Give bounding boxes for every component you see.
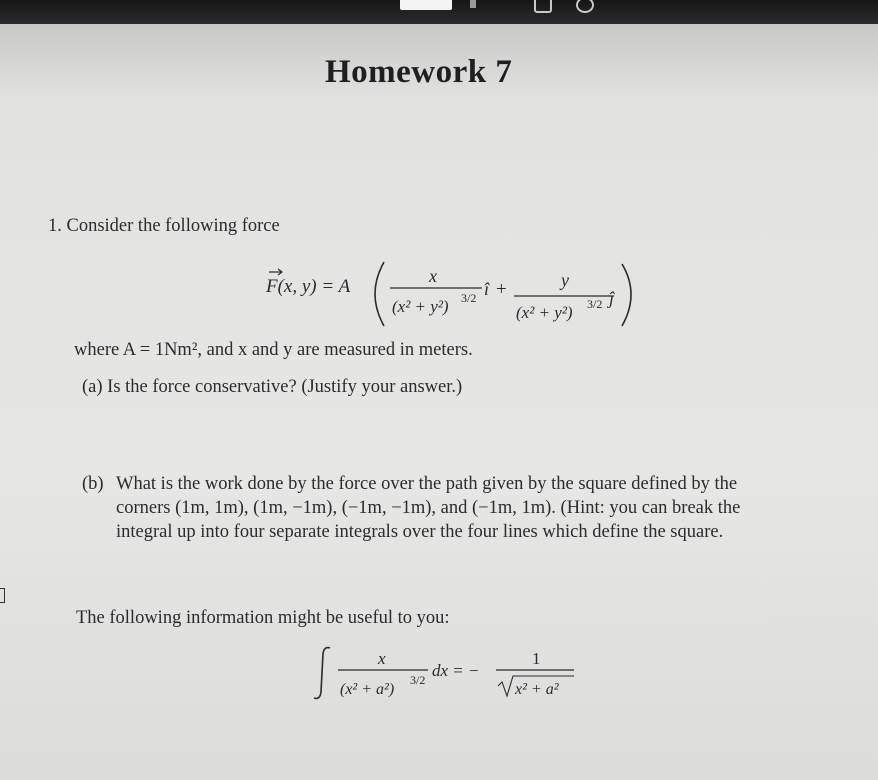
edge-bracket: [0, 588, 5, 603]
part-b: [82, 472, 822, 544]
problem-intro: [48, 216, 280, 237]
tab-marker: [470, 0, 476, 8]
integral-numerator: x: [378, 649, 386, 668]
circle-icon: [576, 0, 594, 13]
unit-i: î: [484, 279, 490, 299]
frac2-numerator: y: [561, 270, 569, 290]
integral-exponent: 3/2: [410, 673, 426, 687]
frac2-denominator: (x² + y²): [516, 303, 573, 322]
part-b-label: (b): [82, 474, 104, 494]
page-title: Homework 7: [325, 54, 513, 90]
force-equation: [264, 252, 644, 336]
integral-denominator: (x² + a²): [340, 681, 395, 698]
left-paren: [375, 262, 384, 326]
unit-j: ĵ: [609, 288, 615, 308]
frac1-numerator: x: [429, 266, 437, 286]
top-bar: [0, 0, 878, 24]
plus-sign: +: [496, 279, 507, 300]
window-icon: [534, 0, 552, 13]
integral-formula: [310, 640, 600, 706]
problem-intro-text: Consider the following force: [66, 216, 280, 236]
part-b-line-2: corners (1m, 1m), (1m, −1m), (−1m, −1m), and (−1m, 1m). (Hint: you can break the: [116, 498, 741, 518]
part-a-label: (a): [82, 377, 103, 397]
right-paren: [622, 264, 631, 326]
frac1-exponent: 3/2: [461, 291, 477, 305]
force-lhs: F(x, y) = A: [266, 276, 351, 297]
part-b-line-1: What is the work done by the force over the path given by the square defined by the: [116, 474, 738, 494]
frac2-exponent: 3/2: [587, 297, 603, 311]
part-a: [82, 377, 462, 398]
problem-number: 1.: [48, 216, 62, 236]
part-a-text: Is the force conservative? (Justify your answer.): [107, 377, 463, 397]
tab-indicator: [400, 0, 452, 10]
rhs-denominator: x² + a²: [515, 681, 559, 698]
part-b-line-3: integral up into four separate integrals over the four lines which define the square.: [116, 522, 724, 542]
where-line: where A = 1Nm², and x and y are measured in meters.: [74, 340, 473, 360]
integral-sign: [314, 648, 330, 699]
integral-dx: dx = −: [432, 661, 480, 680]
frac1-denominator: (x² + y²): [392, 297, 449, 316]
info-line: The following information might be useful to you:: [76, 608, 450, 628]
rhs-numerator: 1: [532, 649, 541, 668]
